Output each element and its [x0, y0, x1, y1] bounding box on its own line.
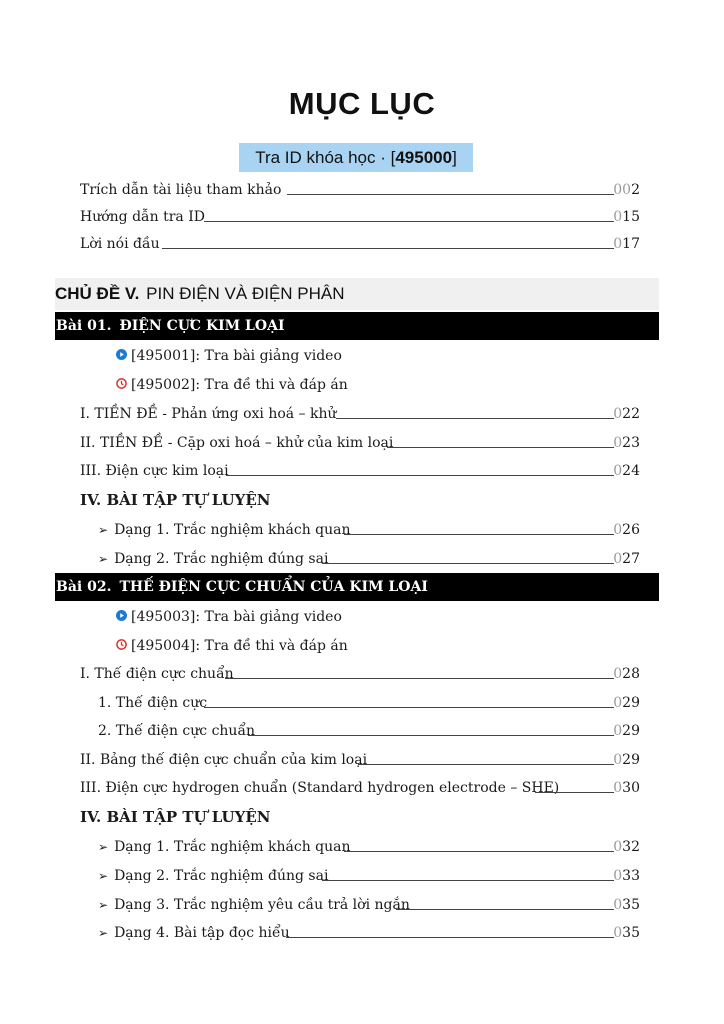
toc-entry-label — [98, 868, 328, 884]
exam-answer-link[interactable] — [116, 632, 348, 660]
toc-entry-page — [613, 897, 640, 913]
arrow-bullet-icon: ➢ — [98, 898, 109, 912]
toc-entry-page — [613, 925, 640, 941]
toc-entry-label: 2. Thế điện cực chuẩn — [98, 723, 256, 739]
page-digits: 29 — [622, 695, 640, 711]
exam-answer-link[interactable] — [116, 371, 348, 399]
toc-entry[interactable] — [0, 746, 724, 774]
page-leading-zeros: 0 — [613, 435, 623, 451]
page-leading-zeros: 0 — [613, 868, 623, 884]
lesson-bar[interactable] — [55, 573, 659, 601]
leader-line — [226, 475, 614, 476]
practice-label: Dạng 1. Trắc nghiệm khách quan — [114, 839, 351, 855]
toc-entry[interactable] — [0, 862, 724, 890]
toc-entry[interactable] — [0, 545, 724, 573]
topic-header[interactable] — [55, 278, 659, 310]
toc-entry-label — [98, 897, 410, 913]
toc-title: MỤC LỤC — [288, 86, 436, 121]
leader-line — [225, 678, 614, 679]
topic-name: PIN ĐIỆN VÀ ĐIỆN PHÂN — [146, 284, 345, 303]
toc-entry-page — [613, 695, 640, 711]
arrow-bullet-icon: ➢ — [98, 926, 109, 940]
lesson-name: ĐIỆN CỰC KIM LOẠI — [119, 318, 285, 334]
toc-entry-page — [613, 839, 640, 855]
leader-line — [387, 447, 614, 448]
leader-line — [248, 735, 614, 736]
page-digits: 27 — [622, 551, 640, 567]
lesson-bar[interactable] — [55, 312, 659, 340]
leader-line — [286, 937, 614, 938]
page-digits: 28 — [622, 666, 640, 682]
toc-entry-page — [613, 182, 640, 198]
page-digits: 32 — [622, 839, 640, 855]
toc-entry-label: Trích dẫn tài liệu tham khảo — [80, 182, 282, 198]
toc-entry[interactable] — [0, 717, 724, 745]
toc-entry[interactable] — [0, 919, 724, 947]
toc-entry-page — [613, 780, 640, 796]
toc-entry-page — [613, 752, 640, 768]
page-digits: 17 — [622, 236, 640, 252]
toc-entry[interactable] — [0, 516, 724, 544]
arrow-bullet-icon: ➢ — [98, 869, 109, 883]
link-text: [495004]: Tra đề thi và đáp án — [131, 638, 348, 654]
page-leading-zeros: 0 — [613, 752, 623, 768]
lesson-name: THẾ ĐIỆN CỰC CHUẨN CỦA KIM LOẠI — [119, 579, 428, 595]
arrow-bullet-icon: ➢ — [98, 840, 109, 854]
toc-entry[interactable] — [0, 176, 724, 204]
practice-heading: IV. BÀI TẬP TỰ LUYỆN — [80, 491, 271, 509]
page-leading-zeros: 0 — [613, 925, 623, 941]
toc-entry-label: II. TIỀN ĐỀ - Cặp oxi hoá – khử của kim loại — [80, 435, 394, 451]
toc-entry-page — [613, 522, 640, 538]
page-digits: 15 — [622, 209, 640, 225]
toc-entry-page — [613, 666, 640, 682]
course-id-banner[interactable] — [239, 143, 473, 172]
toc-entry[interactable] — [0, 689, 724, 717]
toc-entry[interactable] — [0, 457, 724, 485]
leader-line — [344, 534, 614, 535]
toc-entry[interactable] — [0, 891, 724, 919]
page-digits: 26 — [622, 522, 640, 538]
leader-line — [535, 792, 614, 793]
page-digits: 33 — [622, 868, 640, 884]
arrow-bullet-icon: ➢ — [98, 523, 109, 537]
page-leading-zeros: 0 — [613, 551, 623, 567]
page-digits: 24 — [622, 463, 640, 479]
leader-line — [287, 194, 614, 195]
clock-exam-icon — [116, 378, 127, 389]
toc-entry[interactable] — [0, 429, 724, 457]
toc-entry-page — [613, 551, 640, 567]
page-leading-zeros: 0 — [613, 897, 623, 913]
toc-entry-page — [613, 209, 640, 225]
leader-line — [204, 707, 614, 708]
lesson-number: Bài 02. — [56, 579, 112, 595]
toc-entry[interactable] — [0, 230, 724, 258]
page-digits: 29 — [622, 752, 640, 768]
page-leading-zeros: 0 — [613, 666, 623, 682]
link-text: [495001]: Tra bài giảng video — [131, 348, 342, 364]
toc-entry-page — [613, 463, 640, 479]
toc-entry[interactable] — [0, 660, 724, 688]
practice-label: Dạng 3. Trắc nghiệm yêu cầu trả lời ngắn — [114, 897, 410, 913]
page-leading-zeros: 0 — [613, 723, 623, 739]
toc-entry-label — [98, 551, 328, 567]
course-id-prefix: Tra ID khóa học · [ — [255, 148, 396, 167]
leader-line — [162, 248, 614, 249]
page-digits: 29 — [622, 723, 640, 739]
course-id-suffix: ] — [452, 148, 457, 167]
course-id-value: 495000 — [395, 148, 453, 167]
page-leading-zeros: 0 — [613, 695, 623, 711]
page-leading-zeros: 0 — [613, 209, 623, 225]
toc-entry-label: Hướng dẫn tra ID — [80, 209, 205, 225]
toc-entry-label: I. TIỀN ĐỀ - Phản ứng oxi hoá – khử — [80, 406, 337, 422]
play-video-icon — [116, 610, 127, 621]
link-text: [495002]: Tra đề thi và đáp án — [131, 377, 348, 393]
toc-entry-page — [613, 406, 640, 422]
toc-entry-label — [98, 839, 351, 855]
toc-entry-label: III. Điện cực kim loại — [80, 463, 229, 479]
toc-entry-page — [613, 868, 640, 884]
toc-entry[interactable] — [0, 774, 724, 802]
practice-label: Dạng 2. Trắc nghiệm đúng sai — [114, 551, 329, 567]
practice-label: Dạng 4. Bài tập đọc hiểu — [114, 925, 290, 941]
toc-entry-label: III. Điện cực hydrogen chuẩn (Standard hydrogen electrode – SHE) — [80, 780, 560, 796]
clock-exam-icon — [116, 639, 127, 650]
toc-entry-label — [98, 925, 290, 941]
page-leading-zeros: 0 — [613, 839, 623, 855]
page-leading-zeros: 0 — [613, 522, 623, 538]
page-leading-zeros: 0 — [613, 236, 623, 252]
leader-line — [322, 563, 614, 564]
practice-heading: IV. BÀI TẬP TỰ LUYỆN — [80, 808, 271, 826]
page-leading-zeros: 0 — [613, 406, 623, 422]
toc-entry-label: I. Thế điện cực chuẩn — [80, 666, 234, 682]
topic-prefix: CHỦ ĐỀ V. — [55, 284, 140, 303]
page-leading-zeros: 0 — [613, 463, 623, 479]
lesson-number: Bài 01. — [56, 318, 112, 334]
link-text: [495003]: Tra bài giảng video — [131, 609, 342, 625]
toc-entry-label: Lời nói đầu — [80, 236, 160, 252]
leader-line — [358, 764, 614, 765]
toc-entry[interactable] — [0, 833, 724, 861]
page-digits: 35 — [622, 897, 640, 913]
practice-label: Dạng 2. Trắc nghiệm đúng sai — [114, 868, 329, 884]
video-lecture-link[interactable] — [116, 342, 342, 370]
page-digits: 30 — [622, 780, 640, 796]
video-lecture-link[interactable] — [116, 603, 342, 631]
leader-line — [322, 880, 614, 881]
leader-line — [344, 851, 614, 852]
arrow-bullet-icon: ➢ — [98, 552, 109, 566]
toc-entry-page — [613, 435, 640, 451]
page-leading-zeros: 00 — [613, 182, 632, 198]
play-video-icon — [116, 349, 127, 360]
toc-entry-page — [613, 723, 640, 739]
page-digits: 22 — [622, 406, 640, 422]
leader-line — [396, 909, 614, 910]
toc-entry-label: II. Bảng thế điện cực chuẩn của kim loại — [80, 752, 368, 768]
practice-label: Dạng 1. Trắc nghiệm khách quan — [114, 522, 351, 538]
toc-entry[interactable] — [0, 400, 724, 428]
page-digits: 35 — [622, 925, 640, 941]
toc-entry-label — [98, 522, 351, 538]
leader-line — [336, 418, 614, 419]
toc-entry-page — [613, 236, 640, 252]
leader-line — [204, 221, 614, 222]
page-digits: 2 — [631, 182, 640, 198]
page-digits: 23 — [622, 435, 640, 451]
toc-entry[interactable] — [0, 203, 724, 231]
toc-entry-label: 1. Thế điện cực — [98, 695, 208, 711]
page-leading-zeros: 0 — [613, 780, 623, 796]
